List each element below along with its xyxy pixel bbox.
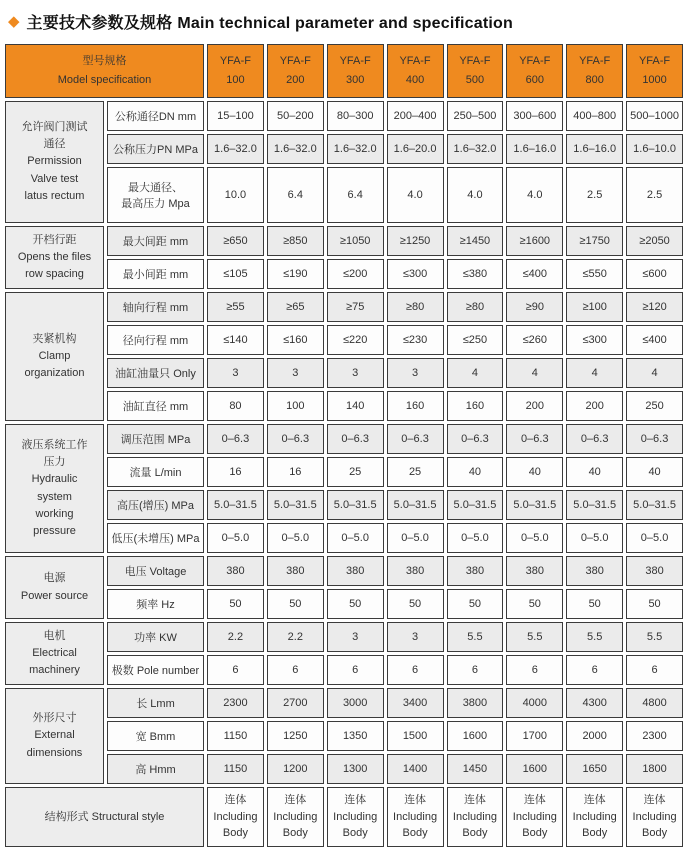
model-column-header: YFA-F 100 (207, 44, 264, 98)
value-cell: 4300 (566, 688, 623, 718)
value-cell: 50 (566, 589, 623, 619)
value-cell: 50 (267, 589, 324, 619)
value-cell: 200 (566, 391, 623, 421)
value-cell: 5.5 (566, 622, 623, 652)
model-column-header: YFA-F 600 (506, 44, 563, 98)
value-cell: 5.0–31.5 (566, 490, 623, 520)
value-cell: 16 (267, 457, 324, 487)
value-cell: 2300 (626, 721, 683, 751)
value-cell: 4 (447, 358, 504, 388)
value-cell: 250–500 (447, 101, 504, 131)
value-cell: 16 (207, 457, 264, 487)
value-cell: 5.5 (626, 622, 683, 652)
value-cell: 1700 (506, 721, 563, 751)
parameter-label: 长 Lmm (107, 688, 204, 718)
value-cell: 15–100 (207, 101, 264, 131)
value-cell: 0–6.3 (387, 424, 444, 454)
value-cell: ≥90 (506, 292, 563, 322)
value-cell: ≤220 (327, 325, 384, 355)
value-cell: 100 (267, 391, 324, 421)
value-cell: 1.6–20.0 (387, 134, 444, 164)
value-cell: 40 (447, 457, 504, 487)
value-cell: 25 (387, 457, 444, 487)
value-cell: 1.6–32.0 (267, 134, 324, 164)
value-cell: ≤400 (506, 259, 563, 289)
value-cell: 400–800 (566, 101, 623, 131)
value-cell: ≥850 (267, 226, 324, 256)
value-cell: ≥1750 (566, 226, 623, 256)
value-cell: 6 (506, 655, 563, 685)
structural-style-value: 连体 Including Body (506, 787, 563, 847)
value-cell: 1150 (207, 754, 264, 784)
value-cell: 50 (447, 589, 504, 619)
value-cell: 0–6.3 (447, 424, 504, 454)
value-cell: 0–5.0 (387, 523, 444, 553)
parameter-label: 油缸油量只 Only (107, 358, 204, 388)
value-cell: 4 (626, 358, 683, 388)
value-cell: 0–5.0 (327, 523, 384, 553)
value-cell: ≥1600 (506, 226, 563, 256)
value-cell: ≥650 (207, 226, 264, 256)
value-cell: 1.6–16.0 (506, 134, 563, 164)
value-cell: 0–5.0 (447, 523, 504, 553)
value-cell: 1200 (267, 754, 324, 784)
value-cell: 2700 (267, 688, 324, 718)
value-cell: ≤160 (267, 325, 324, 355)
value-cell: 4.0 (506, 167, 563, 223)
structural-style-value: 连体 Including Body (327, 787, 384, 847)
value-cell: 4.0 (387, 167, 444, 223)
parameter-label: 最大间距 mm (107, 226, 204, 256)
value-cell: 0–5.0 (267, 523, 324, 553)
value-cell: 1400 (387, 754, 444, 784)
parameter-label: 电压 Voltage (107, 556, 204, 586)
value-cell: 2000 (566, 721, 623, 751)
model-specification-header: 型号规格 Model specification (5, 44, 204, 98)
value-cell: 6.4 (327, 167, 384, 223)
value-cell: 5.0–31.5 (447, 490, 504, 520)
value-cell: 500–1000 (626, 101, 683, 131)
value-cell: 0–5.0 (207, 523, 264, 553)
value-cell: 40 (626, 457, 683, 487)
value-cell: 50 (327, 589, 384, 619)
structural-style-value: 连体 Including Body (566, 787, 623, 847)
value-cell: 50 (506, 589, 563, 619)
value-cell: 4.0 (447, 167, 504, 223)
structural-style-value: 连体 Including Body (626, 787, 683, 847)
value-cell: 3 (267, 358, 324, 388)
parameter-label: 油缸直径 mm (107, 391, 204, 421)
value-cell: 1.6–16.0 (566, 134, 623, 164)
value-cell: 40 (506, 457, 563, 487)
value-cell: ≥80 (447, 292, 504, 322)
structural-style-value: 连体 Including Body (207, 787, 264, 847)
value-cell: 50–200 (267, 101, 324, 131)
value-cell: 6.4 (267, 167, 324, 223)
value-cell: 160 (387, 391, 444, 421)
value-cell: 1600 (447, 721, 504, 751)
value-cell: ≥1050 (327, 226, 384, 256)
value-cell: 5.0–31.5 (267, 490, 324, 520)
value-cell: 50 (387, 589, 444, 619)
value-cell: ≤300 (387, 259, 444, 289)
value-cell: 1300 (327, 754, 384, 784)
value-cell: ≤400 (626, 325, 683, 355)
value-cell: 2300 (207, 688, 264, 718)
value-cell: 0–6.3 (207, 424, 264, 454)
parameter-label: 功率 KW (107, 622, 204, 652)
value-cell: 50 (207, 589, 264, 619)
value-cell: 80 (207, 391, 264, 421)
value-cell: 1250 (267, 721, 324, 751)
value-cell: 6 (447, 655, 504, 685)
value-cell: ≤200 (327, 259, 384, 289)
value-cell: ≥80 (387, 292, 444, 322)
value-cell: ≤140 (207, 325, 264, 355)
value-cell: ≥2050 (626, 226, 683, 256)
group-label-clamp-organization: 夹紧机构 Clamp organization (5, 292, 104, 421)
value-cell: 1600 (506, 754, 563, 784)
value-cell: 5.5 (506, 622, 563, 652)
value-cell: 5.0–31.5 (506, 490, 563, 520)
value-cell: 3800 (447, 688, 504, 718)
model-column-header: YFA-F 500 (447, 44, 504, 98)
value-cell: 3 (387, 622, 444, 652)
parameter-label: 调压范围 MPa (107, 424, 204, 454)
parameter-label: 高压(增压) MPa (107, 490, 204, 520)
diamond-bullet-icon: ◆ (8, 13, 20, 30)
value-cell: 5.0–31.5 (626, 490, 683, 520)
page-title-text (27, 10, 513, 33)
group-label-permission-valve-test-latus-rectum: 允许阀门测试 通径 Permission Valve test latus rectum (5, 101, 104, 223)
value-cell: ≤190 (267, 259, 324, 289)
parameter-label: 轴向行程 mm (107, 292, 204, 322)
technical-parameter-table (2, 41, 686, 850)
value-cell: 1350 (327, 721, 384, 751)
value-cell: 6 (626, 655, 683, 685)
parameter-label: 宽 Bmm (107, 721, 204, 751)
value-cell: 380 (506, 556, 563, 586)
value-cell: 0–5.0 (506, 523, 563, 553)
value-cell: 1.6–32.0 (447, 134, 504, 164)
value-cell: 380 (207, 556, 264, 586)
value-cell: 1800 (626, 754, 683, 784)
value-cell: 5.5 (447, 622, 504, 652)
model-column-header: YFA-F 300 (327, 44, 384, 98)
value-cell: 1450 (447, 754, 504, 784)
value-cell: ≤105 (207, 259, 264, 289)
value-cell: 3 (387, 358, 444, 388)
value-cell: ≤380 (447, 259, 504, 289)
group-label-power-source: 电源 Power source (5, 556, 104, 619)
group-label-external-dimensions: 外形尺寸 External dimensions (5, 688, 104, 784)
value-cell: 2.5 (626, 167, 683, 223)
value-cell: 4 (566, 358, 623, 388)
value-cell: 380 (626, 556, 683, 586)
value-cell: 6 (207, 655, 264, 685)
value-cell: 1500 (387, 721, 444, 751)
structural-style-value: 连体 Including Body (267, 787, 324, 847)
value-cell: 0–6.3 (626, 424, 683, 454)
structural-style-value: 连体 Including Body (447, 787, 504, 847)
parameter-label: 极数 Pole number (107, 655, 204, 685)
value-cell: 0–5.0 (626, 523, 683, 553)
value-cell: 4800 (626, 688, 683, 718)
group-label-opens-the-files-row-spacing: 开档行距 Opens the files row spacing (5, 226, 104, 289)
value-cell: 140 (327, 391, 384, 421)
value-cell: 3 (207, 358, 264, 388)
value-cell: 0–5.0 (566, 523, 623, 553)
value-cell: 1.6–10.0 (626, 134, 683, 164)
value-cell: 380 (566, 556, 623, 586)
structural-style-value: 连体 Including Body (387, 787, 444, 847)
value-cell: 4000 (506, 688, 563, 718)
group-label-hydraulic-system-working-pressure: 液压系统工作 压力 Hydraulic system working pressure (5, 424, 104, 553)
value-cell: 200–400 (387, 101, 444, 131)
value-cell: 0–6.3 (327, 424, 384, 454)
value-cell: 250 (626, 391, 683, 421)
page-title-en: Main technical parameter and specification (177, 15, 513, 32)
value-cell: 6 (327, 655, 384, 685)
value-cell: 6 (566, 655, 623, 685)
value-cell: 40 (566, 457, 623, 487)
parameter-label: 最小间距 mm (107, 259, 204, 289)
parameter-label: 流量 L/min (107, 457, 204, 487)
value-cell: 5.0–31.5 (387, 490, 444, 520)
value-cell: ≤600 (626, 259, 683, 289)
parameter-label: 最大通径、 最高压力 Mpa (107, 167, 204, 223)
value-cell: 3 (327, 358, 384, 388)
value-cell: ≥120 (626, 292, 683, 322)
value-cell: 380 (447, 556, 504, 586)
value-cell: 2.2 (267, 622, 324, 652)
value-cell: 3 (327, 622, 384, 652)
value-cell: 1650 (566, 754, 623, 784)
value-cell: ≤260 (506, 325, 563, 355)
parameter-label: 低压(未增压) MPa (107, 523, 204, 553)
value-cell: 5.0–31.5 (327, 490, 384, 520)
parameter-label: 公称压力PN MPa (107, 134, 204, 164)
page-title (2, 0, 686, 41)
value-cell: 50 (626, 589, 683, 619)
value-cell: 25 (327, 457, 384, 487)
value-cell: ≥75 (327, 292, 384, 322)
model-column-header: YFA-F 800 (566, 44, 623, 98)
value-cell: 0–6.3 (267, 424, 324, 454)
value-cell: 1.6–32.0 (207, 134, 264, 164)
value-cell: 1150 (207, 721, 264, 751)
value-cell: 2.5 (566, 167, 623, 223)
value-cell: 160 (447, 391, 504, 421)
value-cell: 10.0 (207, 167, 264, 223)
value-cell: 1.6–32.0 (327, 134, 384, 164)
value-cell: ≥1450 (447, 226, 504, 256)
value-cell: 380 (267, 556, 324, 586)
value-cell: ≤300 (566, 325, 623, 355)
value-cell: ≥1250 (387, 226, 444, 256)
structural-style-label: 结构形式 Structural style (5, 787, 204, 847)
model-column-header: YFA-F 400 (387, 44, 444, 98)
parameter-label: 频率 Hz (107, 589, 204, 619)
value-cell: ≥55 (207, 292, 264, 322)
group-label-electrical-machinery: 电机 Electrical machinery (5, 622, 104, 685)
value-cell: 6 (267, 655, 324, 685)
value-cell: 380 (387, 556, 444, 586)
value-cell: ≥100 (566, 292, 623, 322)
value-cell: ≤230 (387, 325, 444, 355)
value-cell: 3000 (327, 688, 384, 718)
value-cell: 380 (327, 556, 384, 586)
value-cell: 300–600 (506, 101, 563, 131)
value-cell: ≤250 (447, 325, 504, 355)
parameter-label: 径向行程 mm (107, 325, 204, 355)
page-title-zh: 主要技术参数及规格 (26, 15, 173, 32)
parameter-label: 高 Hmm (107, 754, 204, 784)
value-cell: 4 (506, 358, 563, 388)
value-cell: 6 (387, 655, 444, 685)
value-cell: ≥65 (267, 292, 324, 322)
value-cell: 0–6.3 (506, 424, 563, 454)
model-column-header: YFA-F 1000 (626, 44, 683, 98)
value-cell: ≤550 (566, 259, 623, 289)
model-column-header: YFA-F 200 (267, 44, 324, 98)
value-cell: 200 (506, 391, 563, 421)
parameter-label: 公称通径DN mm (107, 101, 204, 131)
value-cell: 80–300 (327, 101, 384, 131)
value-cell: 5.0–31.5 (207, 490, 264, 520)
value-cell: 3400 (387, 688, 444, 718)
value-cell: 2.2 (207, 622, 264, 652)
value-cell: 0–6.3 (566, 424, 623, 454)
